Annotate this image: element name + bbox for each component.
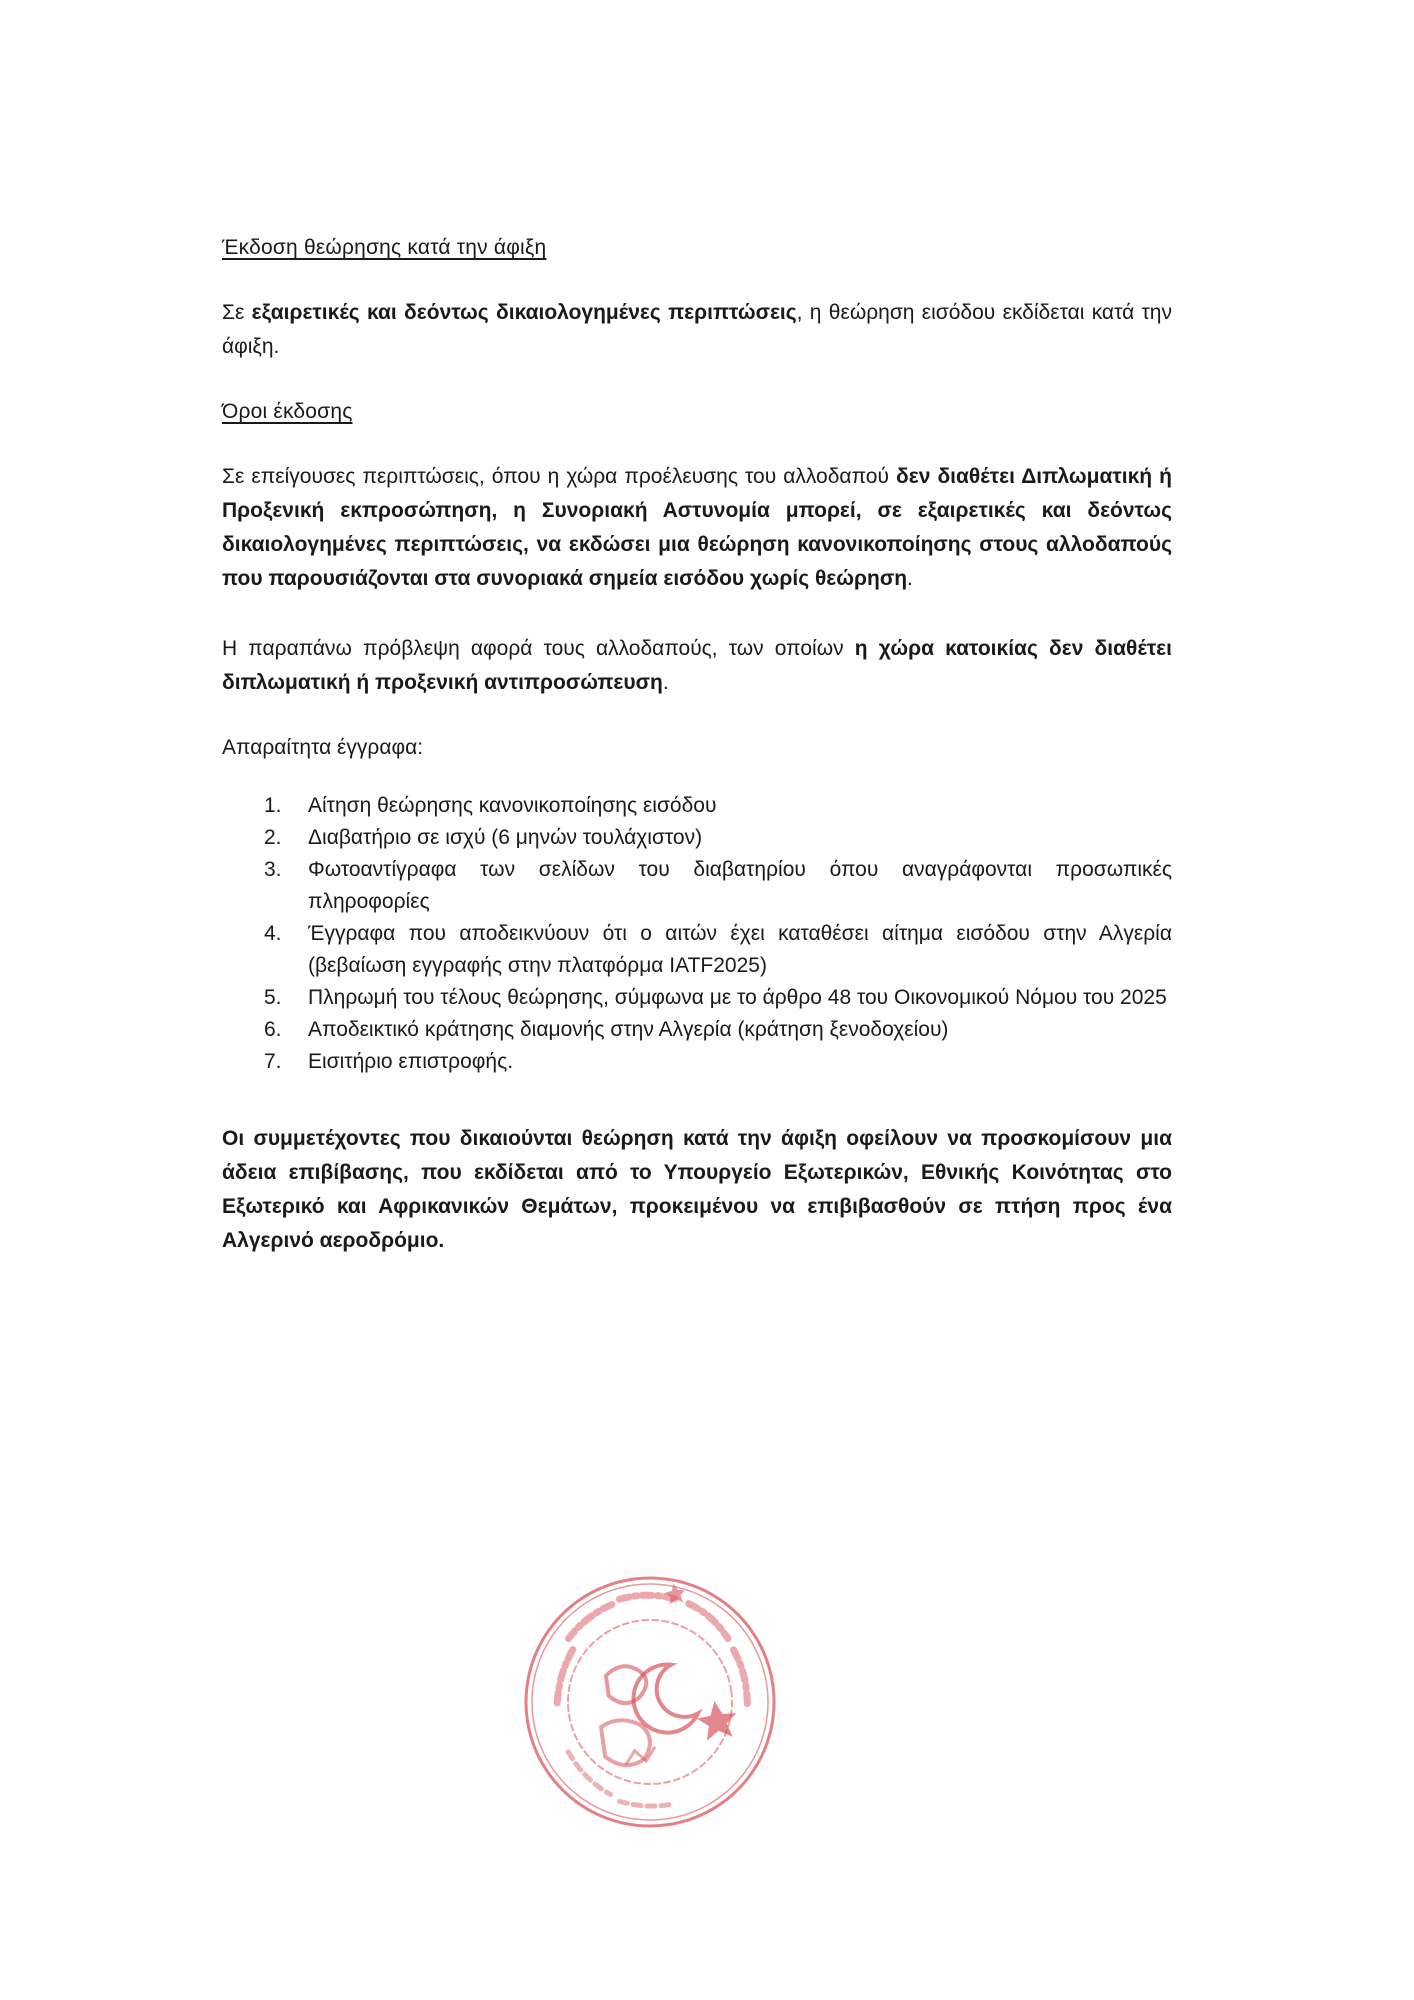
required-documents-title: Απαραίτητα έγγραφα: [222,736,424,759]
list-item: 1. Αίτηση θεώρησης κανονικοποίησης εισόδου [264,794,717,817]
section-heading-conditions: Όροι έκδοσης [222,400,353,423]
conditions-paragraph: Σε επείγουσες περιπτώσεις, όπου η χώρα προέλευσης του αλλοδαπού δεν διαθέτει Διπλωματική ή Προξενική εκπροσώπηση, η Συνοριακή Αστυνομία μπορεί, σε εξαιρετικές και δεόντως δικαιολογημένες περιπτώσεις, να εκδώσει μια θεώρηση κανονικοποίησης στους αλλοδαπούς που παρουσιάζονται στα συνοριακά σημεία εισόδου χωρίς θεώρηση. [222,465,1172,590]
provision-paragraph: Η παραπάνω πρόβλεψη αφορά τους αλλοδαπούς, των οποίων η χώρα κατοικίας δεν διαθέτει διπλωματική ή προξενική αντιπροσώπευση. [222,637,1172,694]
required-documents-list [222,790,1172,1078]
list-item: 6. Αποδεικτικό κράτησης διαμονής στην Αλγερία (κράτηση ξενοδοχείου) [264,1018,949,1041]
list-item: 3. Φωτοαντίγραφα των σελίδων του διαβατηρίου όπου αναγράφονται προσωπικές πληροφορίες [264,858,1172,913]
list-item: 2. Διαβατήριο σε ισχύ (6 μηνών τουλάχιστον) [264,826,703,849]
list-item: 4. Έγγραφα που αποδεικνύουν ότι ο αιτών έχει καταθέσει αίτημα εισόδου στην Αλγερία (βεβαίωση εγγραφής στην πλατφόρμα IATF2025) [264,922,1172,977]
section-heading-visa-on-arrival: Έκδοση θεώρησης κατά την άφιξη [222,236,547,259]
intro-paragraph: Σε εξαιρετικές και δεόντως δικαιολογημένες περιπτώσεις, η θεώρηση εισόδου εκδίδεται κατά την άφιξη. [222,301,1172,358]
boarding-permit-paragraph: Οι συμμετέχοντες που δικαιούνται θεώρηση κατά την άφιξη οφείλουν να προσκομίσουν μια άδεια επιβίβασης, που εκδίδεται από το Υπουργείο Εξωτερικών, Εθνικής Κοινότητας στο Εξωτερικό και Αφρικανικών Θεμάτων, προκειμένου να επιβιβασθούν σε πτήση προς ένα Αλγερινό αεροδρόμιο. [222,1127,1172,1252]
official-seal-stamp [501,1553,799,1851]
document-body [222,236,1172,1294]
list-item: 7. Εισιτήριο επιστροφής. [264,1050,514,1073]
list-item: 5. Πληρωμή του τέλους θεώρησης, σύμφωνα με το άρθρο 48 του Οικονομικού Νόμου του 2025 [264,986,1167,1009]
